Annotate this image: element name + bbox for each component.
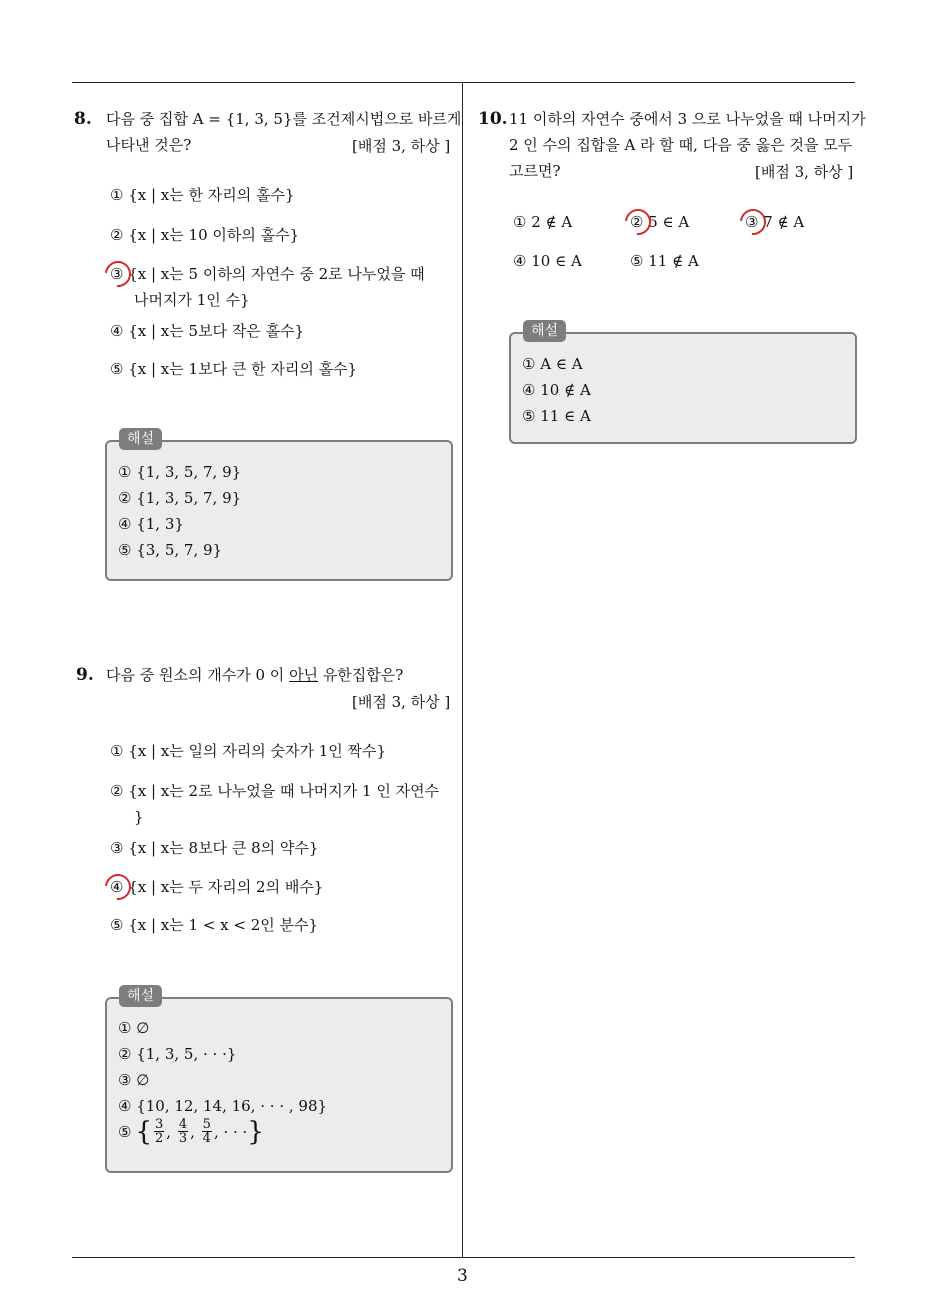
q9-text (106, 665, 403, 685)
q8-explain-1: ① {1, 3, 5, 7, 9} (118, 463, 242, 481)
q10-choice-4[interactable]: ④ 10 ∈ A (513, 252, 582, 270)
fraction-numerator: 5 (202, 1117, 211, 1132)
q9-text-underlined: 아닌 (289, 666, 319, 684)
q9-explain5-label: ⑤ (118, 1122, 132, 1141)
q8-choice-4[interactable]: ④ {x | x는 5보다 작은 홀수} (110, 322, 305, 340)
answer-mark-circle (735, 204, 772, 241)
answer-mark-circle (620, 204, 657, 241)
column-divider (462, 82, 463, 1258)
q10-choice-1[interactable]: ① 2 ∉ A (513, 213, 573, 231)
q9-score-meta: [배점 3, 하상 ] (352, 693, 451, 711)
q8-explain-3: ④ {1, 3} (118, 515, 184, 533)
q9-explain-3: ③ ∅ (118, 1071, 150, 1089)
q8-explain-2: ② {1, 3, 5, 7, 9} (118, 489, 242, 507)
q9-choice-2-cont: } (134, 808, 144, 826)
q10-explain-3: ⑤ 11 ∈ A (522, 407, 591, 425)
q9-text-before: 다음 중 원소의 개수가 0 이 (106, 666, 290, 684)
fraction-numerator: 4 (178, 1117, 188, 1132)
q9-choice-3[interactable]: ③ {x | x는 8보다 큰 8의 약수} (110, 839, 319, 857)
q8-choice-3-cont: 나머지가 1인 수} (134, 291, 250, 309)
q9-choice-4[interactable]: ④ {x | x는 두 자리의 2의 배수} (110, 878, 324, 896)
q10-explain-2: ④ 10 ∉ A (522, 381, 591, 399)
q9-text-after: 유한집합은? (318, 666, 404, 684)
q8-number: 8. (74, 109, 92, 129)
q9-explain5-ellipsis: · · · (223, 1122, 248, 1141)
q9-number: 9. (76, 665, 94, 685)
q10-choice-5[interactable]: ⑤ 11 ∉ A (630, 252, 699, 270)
q8-explanation-tag: 해설 (119, 428, 162, 450)
q8-explain-4: ⑤ {3, 5, 7, 9} (118, 541, 223, 559)
q9-explanation-tag: 해설 (119, 985, 162, 1007)
q9-explanation-box (105, 997, 453, 1173)
fraction-denominator: 2 (155, 1131, 164, 1146)
q8-choice-2[interactable]: ② {x | x는 10 이하의 홀수} (110, 226, 300, 244)
q9-choice-1[interactable]: ① {x | x는 일의 자리의 숫자가 1인 짝수} (110, 742, 387, 760)
answer-mark-circle (100, 869, 137, 906)
q10-score-meta: [배점 3, 하상 ] (755, 163, 854, 181)
fraction (178, 1118, 188, 1145)
fraction-denominator: 4 (202, 1131, 211, 1146)
fraction-denominator: 3 (178, 1131, 188, 1146)
page-number: 3 (457, 1266, 468, 1286)
q10-explain-1: ① A ∈ A (522, 355, 583, 373)
q8-text-line1: 다음 중 집합 A = {1, 3, 5}를 조건제시법으로 바르게 (106, 110, 462, 128)
q10-choice-3[interactable]: ③ 7 ∉ A (745, 213, 805, 231)
q8-text-line2: 나타낸 것은? (106, 136, 192, 154)
q10-number: 10. (478, 109, 508, 129)
q9-choice-2[interactable]: ② {x | x는 2로 나누었을 때 나머지가 1 인 자연수 (110, 782, 440, 800)
q9-explain-1: ① ∅ (118, 1019, 150, 1037)
q8-score-meta: [배점 3, 하상 ] (352, 137, 451, 155)
q10-choice-2[interactable]: ② 5 ∈ A (630, 213, 690, 231)
bottom-rule (72, 1257, 855, 1258)
q9-choice-5[interactable]: ⑤ {x | x는 1 < x < 2인 분수} (110, 916, 319, 934)
fraction (154, 1118, 164, 1145)
q10-text-line3: 고르면? (509, 162, 561, 180)
q9-explain5-open-brace: { (135, 1116, 152, 1147)
q9-explain5-close-brace: } (247, 1116, 264, 1147)
q9-explain-5: ⑤ { $\frac{3}{2}$ , $\frac{4}{3}$ , $\frac{5}{4}$ , · · · } (118, 1116, 264, 1147)
q10-text-line2: 2 인 수의 집합을 A 라 할 때, 다음 중 옳은 것을 모두 (509, 136, 853, 154)
q10-explanation-tag: 해설 (523, 320, 566, 342)
fraction (202, 1118, 212, 1145)
q8-choice-5[interactable]: ⑤ {x | x는 1보다 큰 한 자리의 홀수} (110, 360, 358, 378)
q8-choice-1[interactable]: ① {x | x는 한 자리의 홀수} (110, 186, 295, 204)
q9-explain-2: ② {1, 3, 5, · · ·} (118, 1045, 237, 1063)
answer-mark-circle (100, 256, 137, 293)
top-rule (72, 82, 855, 83)
q10-text-line1: 11 이하의 자연수 중에서 3 으로 나누었을 때 나머지가 (509, 110, 866, 128)
q9-explain-4: ④ {10, 12, 14, 16, · · · , 98} (118, 1097, 328, 1115)
fraction-numerator: 3 (155, 1117, 164, 1132)
q8-choice-3[interactable]: ③ {x | x는 5 이하의 자연수 중 2로 나누었을 때 (110, 265, 425, 283)
